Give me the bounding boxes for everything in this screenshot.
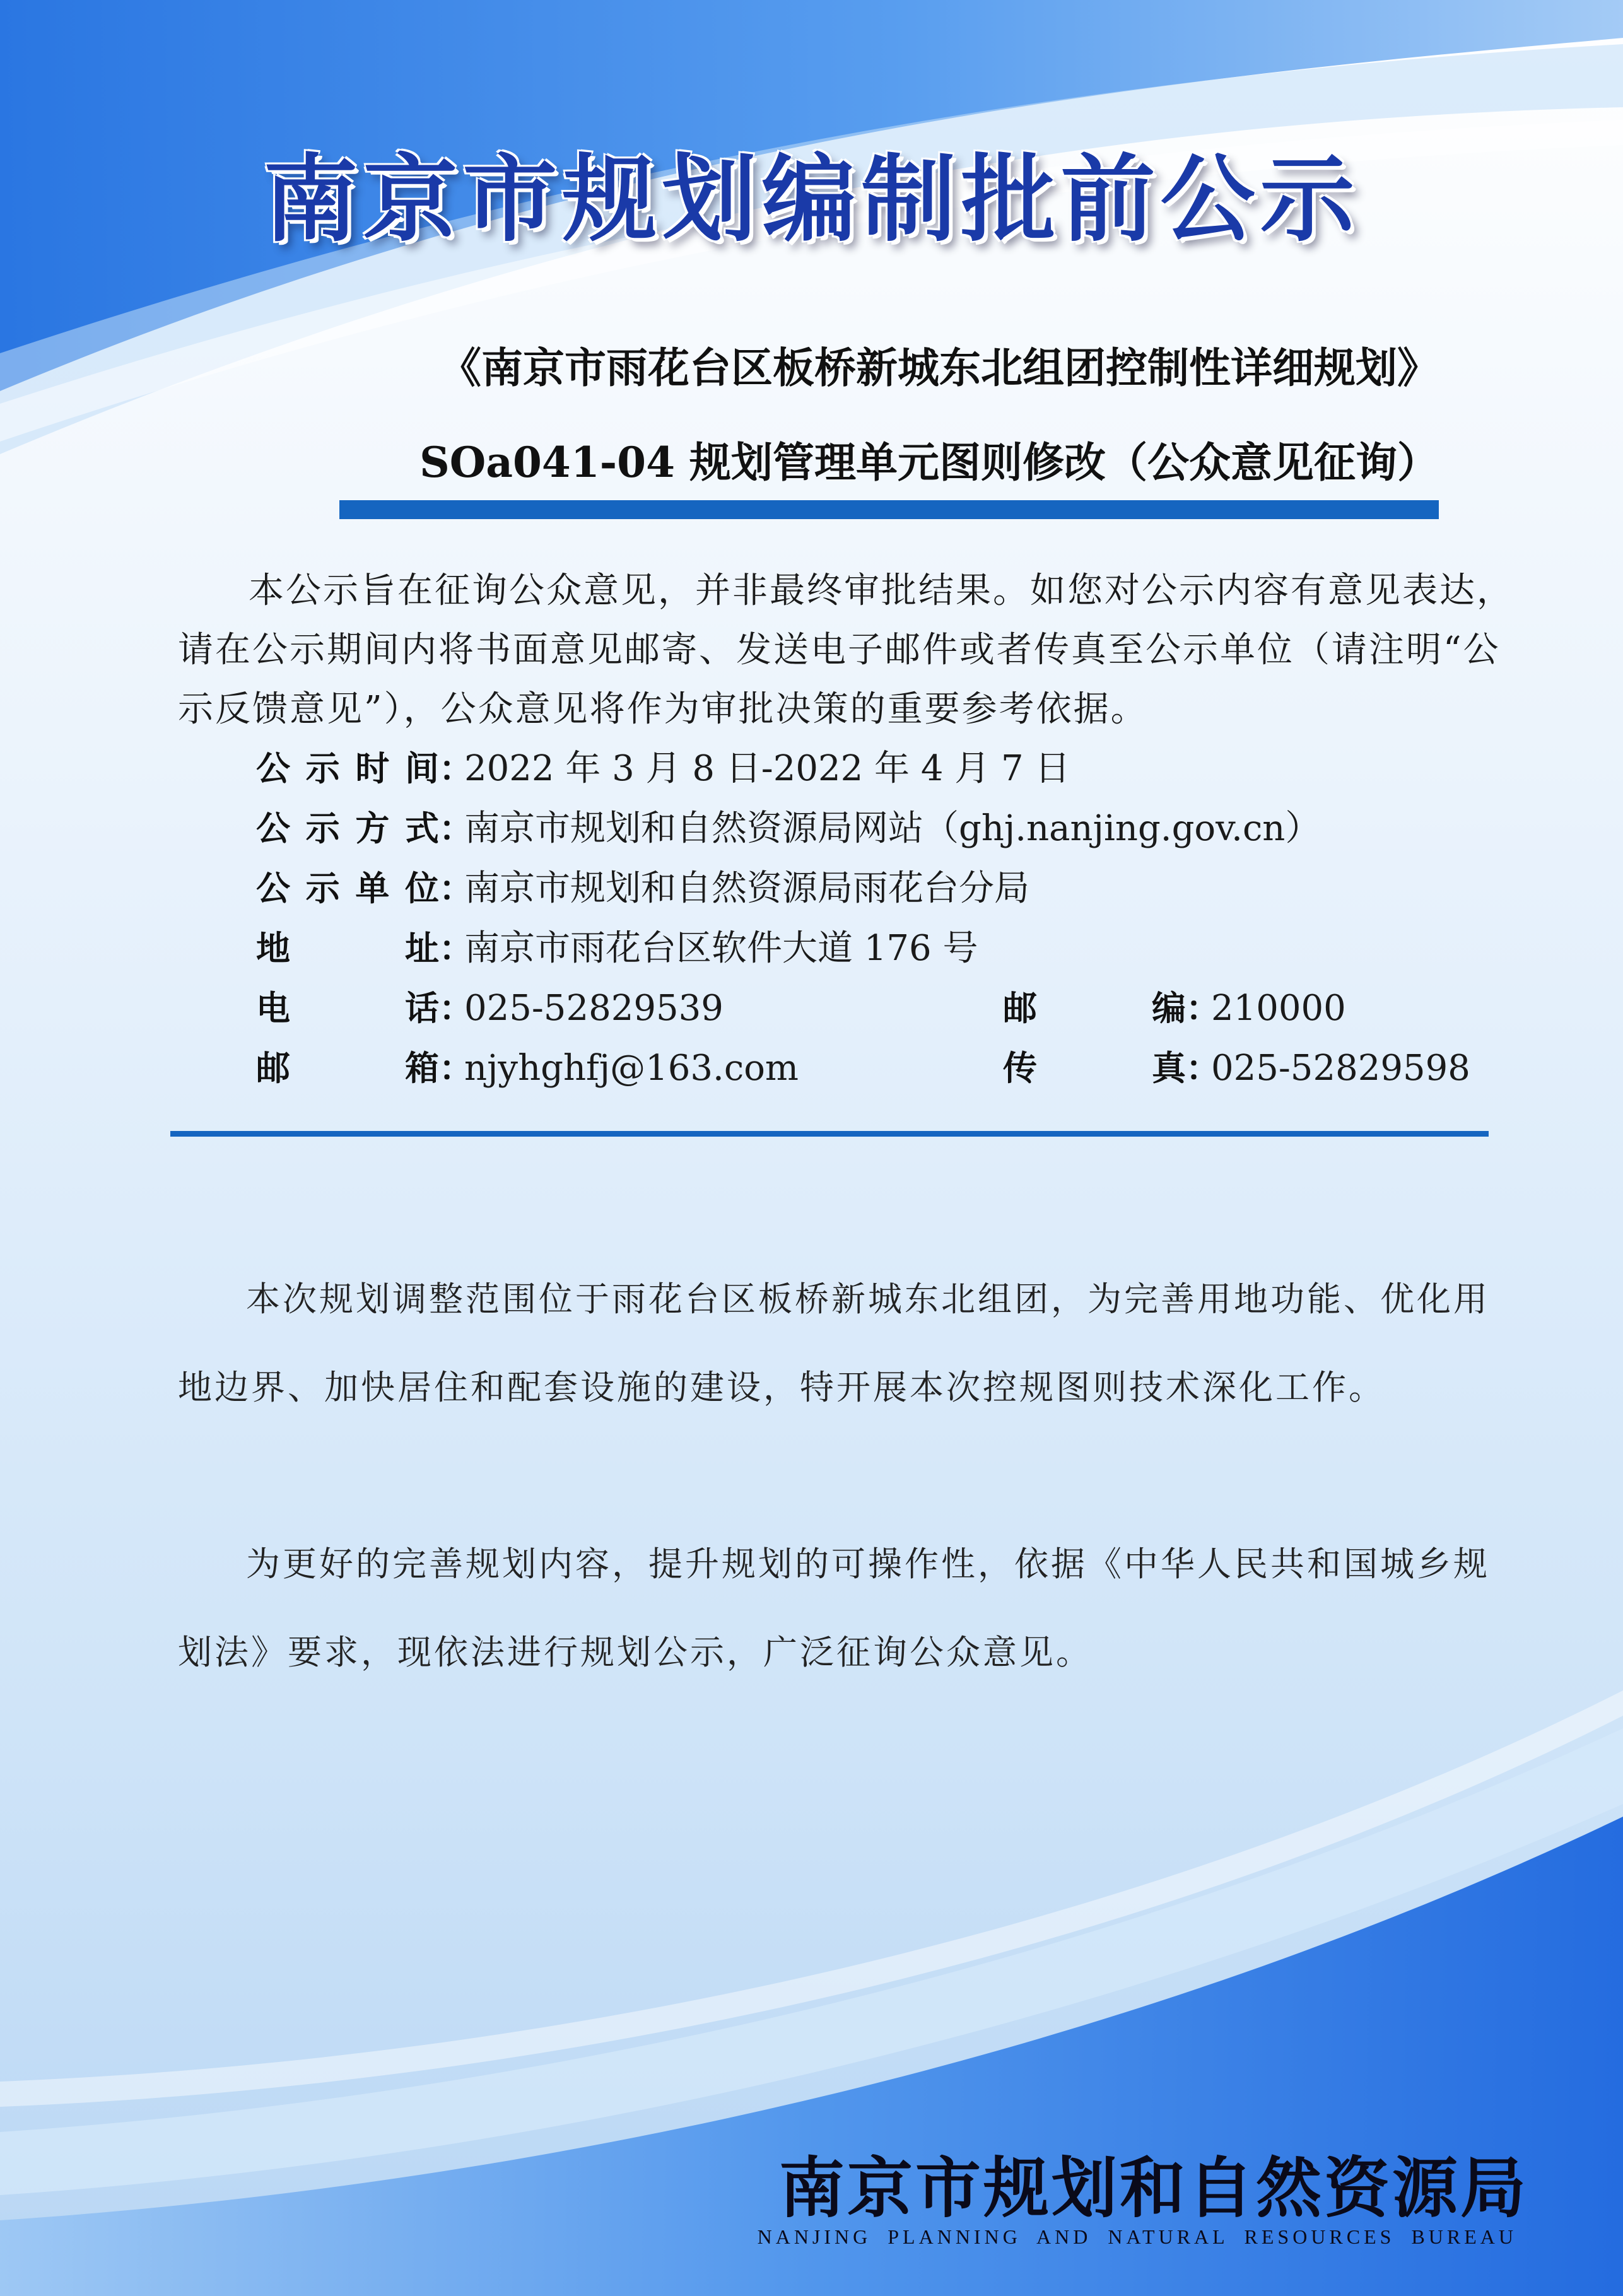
phone-value: 025-52829539 bbox=[464, 988, 724, 1029]
intro-paragraph: 本公示旨在征询公众意见，并非最终审批结果。如您对公示内容有意见表达，请在公示期间内将书面意见邮寄、发送电子邮件或者传真至公示单位（请注明“公示反馈意见”），公众意见将作为审批决策的重要参考依据。 bbox=[178, 570, 1514, 730]
body-paragraph-1: 本次规划调整范围位于雨花台区板桥新城东北组团，为完善用地功能、优化用地边界、加快居住和配套设施的建设，特开展本次控规图则技术深化工作。 bbox=[178, 1279, 1490, 1407]
address-label: 地址 bbox=[256, 928, 439, 968]
time-label: 公示时间 bbox=[256, 749, 439, 788]
method-label: 公示方式 bbox=[256, 809, 439, 848]
colon: ： bbox=[439, 988, 473, 1028]
unit-label: 公示单位 bbox=[256, 869, 439, 908]
footer-org-name-en: NANJING PLANNING AND NATURAL RESOURCES BUREAU bbox=[757, 2225, 1517, 2248]
info-row-time bbox=[256, 739, 1518, 799]
fax-group bbox=[1003, 1039, 1470, 1098]
info-row-address bbox=[256, 919, 1518, 978]
address-value: 南京市雨花台区软件大道 176 号 bbox=[464, 928, 978, 969]
postcode-group bbox=[1003, 979, 1346, 1038]
colon: ： bbox=[1186, 988, 1220, 1028]
colon: ： bbox=[439, 809, 473, 848]
section-divider bbox=[170, 1131, 1489, 1137]
info-row-phone-postcode bbox=[256, 979, 1518, 1038]
colon: ： bbox=[439, 928, 473, 968]
info-row-method bbox=[256, 799, 1518, 858]
colon: ： bbox=[439, 1048, 473, 1088]
colon: ： bbox=[1186, 1048, 1220, 1088]
unit-value: 南京市规划和自然资源局雨花台分局 bbox=[464, 868, 1029, 909]
subtitle-line-1: 《南京市雨花台区板桥新城东北组团控制性详细规划》 bbox=[440, 343, 1439, 392]
main-title: 南京市规划编制批前公示 bbox=[263, 145, 1360, 255]
info-row-unit bbox=[256, 859, 1518, 918]
title-divider bbox=[339, 500, 1439, 519]
colon: ： bbox=[439, 869, 473, 908]
body-paragraph-2: 为更好的完善规划内容，提升规划的可操作性，依据《中华人民共和国城乡规划法》要求，现依法进行规划公示，广泛征询公众意见。 bbox=[178, 1544, 1490, 1672]
postcode-value: 210000 bbox=[1211, 988, 1346, 1029]
subtitle-line-2: SOa041-04 规划管理单元图则修改（公众意见征询） bbox=[419, 438, 1439, 487]
fax-value: 025-52829598 bbox=[1211, 1048, 1470, 1089]
email-label: 邮箱 bbox=[256, 1048, 439, 1088]
postcode-label: 邮编 bbox=[1003, 988, 1186, 1028]
time-value: 2022 年 3 月 8 日-2022 年 4 月 7 日 bbox=[464, 748, 1070, 789]
fax-label: 传真 bbox=[1003, 1048, 1186, 1088]
colon: ： bbox=[439, 749, 473, 788]
footer-org-name: 南京市规划和自然资源局 bbox=[778, 2149, 1528, 2227]
phone-label: 电话 bbox=[256, 988, 439, 1028]
method-value: 南京市规划和自然资源局网站（ghj.nanjing.gov.cn） bbox=[464, 808, 1321, 849]
info-row-email-fax bbox=[256, 1039, 1518, 1098]
email-value: njyhghfj@163.com bbox=[464, 1048, 799, 1089]
